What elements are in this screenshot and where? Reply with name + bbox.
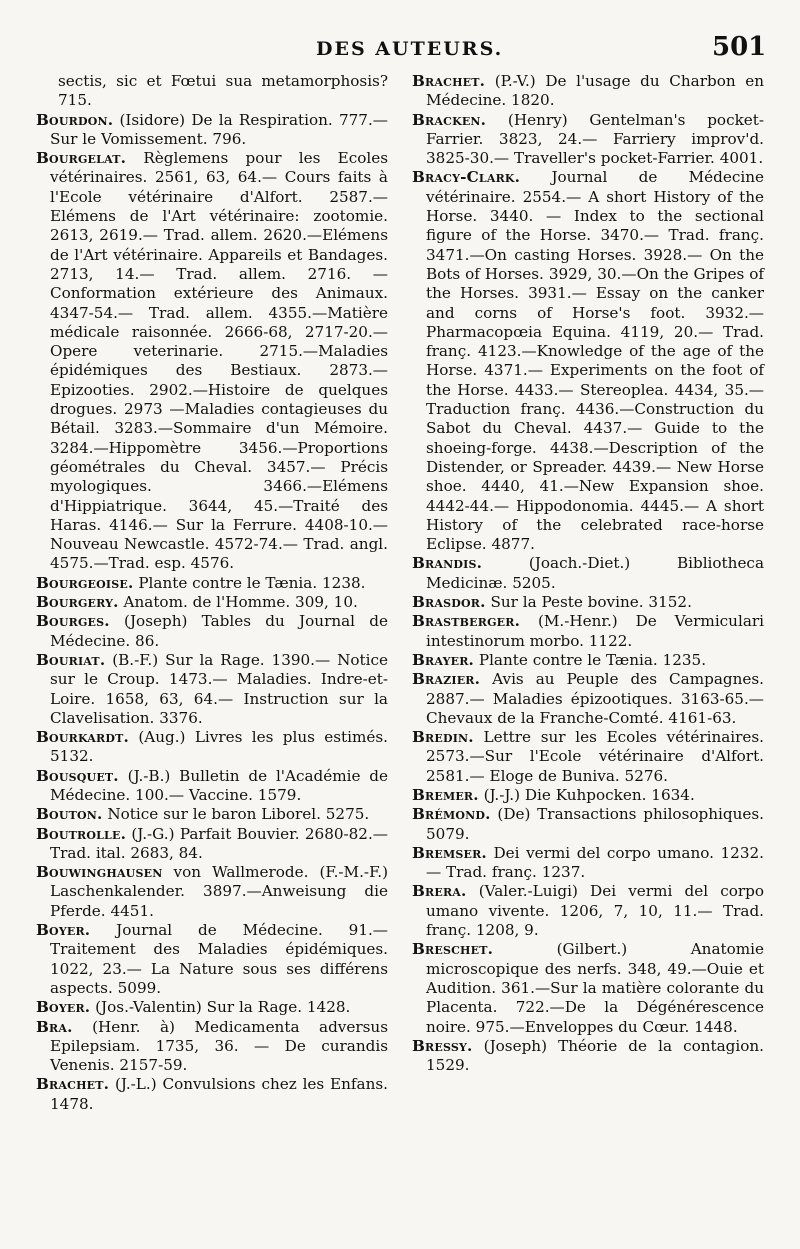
entry-text: Journal de Médecine. 91.— Traitement des Maladies épidémiques. 1022, 23.— La Nature sous ses différens aspects. 5099. <box>50 921 388 997</box>
author-name: Breschet. <box>412 940 494 959</box>
entry-text: (Henr. à) Medicamenta adversus Epilepsiam. 1735, 36. — De curandis Venenis. 2157-59. <box>50 1017 388 1075</box>
index-entry <box>58 72 388 111</box>
entry-text: Sur la Peste bovine. 3152. <box>490 593 692 612</box>
entry-text: (J.-B.) Bulletin de l'Académie de Médecine. 100.— Vaccine. 1579. <box>50 766 389 804</box>
index-entry <box>36 110 388 150</box>
index-entry <box>412 612 764 651</box>
entry-text: (Isidore) De la Respiration. 777.— Sur le Vomissement. 796. <box>50 110 388 148</box>
entry-text: (J.-L.) Convulsions chez les Enfans. 1478. <box>50 1075 388 1113</box>
author-name: Bourgeoise. <box>36 573 134 592</box>
entry-text: (Jos.-Valentin) Sur la Rage. 1428. <box>95 998 351 1017</box>
author-name: Bressy. <box>412 1036 473 1055</box>
entry-text: (Valer.-Luigi) Dei vermi del corpo umano vivente. 1206, 7, 10, 11.— Trad. franç. 1208, 9. <box>426 882 764 940</box>
index-entry <box>412 1036 764 1076</box>
running-header <box>0 30 800 70</box>
page-title: DES AUTEURS. <box>316 38 504 60</box>
author-name: Bourdon. <box>36 110 114 129</box>
entry-text: (Gilbert.) Anatomie microscopique des nerfs. 348, 49.—Ouie et Audition. 361.—Sur la matière colorante du Placenta. 722.—De la Dégénérescence noire. 975.—Enveloppes du Cœur. 1448. <box>426 940 764 1036</box>
index-entry <box>36 766 389 806</box>
index-entry <box>412 728 765 786</box>
author-name: Brandis. <box>412 554 483 573</box>
entry-text: Lettre sur les Ecoles vétérinaires. 2573.—Sur l'Ecole vétérinaire d'Alfort. 2581.— Eloge de Buniva. 5276. <box>426 728 765 785</box>
author-name: Bredin. <box>412 728 474 747</box>
index-entry <box>412 940 764 1036</box>
entry-text: (M.-Henr.) De Vermiculari intestinorum morbo. 1122. <box>426 612 764 650</box>
author-name: Bouriat. <box>36 650 106 669</box>
index-entry <box>36 921 388 998</box>
entry-text: (De) Transactions philosophiques. 5079. <box>426 805 764 843</box>
author-name: Bracy-Clark. <box>412 168 521 187</box>
entry-text: Notice sur le baron Liborel. 5275. <box>107 805 370 824</box>
author-name: Brayer. <box>412 650 475 669</box>
entry-text: von Wallmerode. (F.-M.-F.) Laschenkalender. 3897.—Anweisung die Pferde. 4451. <box>50 863 388 920</box>
index-entry <box>412 785 764 805</box>
index-entry <box>412 670 765 728</box>
entry-text: (J.-J.) Die Kuhpocken. 1634. <box>483 785 695 804</box>
entry-text: (Joseph) Tables du Journal de Médecine. 86. <box>50 612 388 650</box>
author-name: Bourgelat. <box>36 149 127 168</box>
author-name: Boyer. <box>36 998 91 1017</box>
author-name: Brachet. <box>412 72 486 90</box>
index-entry <box>36 149 388 574</box>
author-name: Brasdor. <box>412 593 486 612</box>
entry-text: Plante contre le Tænia. 1235. <box>478 650 707 669</box>
author-name: Bremer. <box>412 785 479 804</box>
entry-text: (Aug.) Livres les plus estimés. 5132. <box>50 728 389 766</box>
index-entry <box>36 805 388 824</box>
entry-text: (J.-G.) Parfait Bouvier. 2680-82.—Trad. ital. 2683, 84. <box>50 824 388 862</box>
entry-text: (Joach.-Diet.) Bibliotheca Medicinæ. 5205. <box>426 554 764 592</box>
index-entry <box>412 554 764 593</box>
entry-text: Règlemens pour les Ecoles vétérinaires. 2561, 63, 64.— Cours faits à l'Ecole vétérinaire d'Alfort. 2587.—Elémens de l'Art vétérinaire: zootomie. 2613, 2619.— Trad. allem. 2620.—Elémens de l'Art vétérinaire. Appareils et Bandages. 2713, 14.— Trad. allem. 2716. — Conformation extérieure des Animaux. 4347-54.— Trad. allem. 4355.—Matière médicale raisonnée. 2666-68, 2717-20.— Opere veterinarie. 2715.—Maladies épidémiques des Bestiaux. 2873.—Epizooties. 2902.—Histoire de quelques drogues. 2973 —Maladies contagieuses du Bétail. 3283.—Sommaire d'un Mémoire. 3284.—Hippomètre 3456.—Proportions géométrales du Cheval. 3457.— Précis myologiques. 3466.—Elémens d'Hippiatrique. 3644, 45.—Traité des Haras. 4146.— Sur la Ferrure. 4408-10.— Nouveau Newcastle. 4572-74.— Trad. angl. 4575.—Trad. esp. 4576. <box>50 149 388 573</box>
index-entry <box>412 168 765 554</box>
author-name: Bourges. <box>36 612 110 631</box>
author-name: Brémond. <box>412 805 491 824</box>
entry-text: (Joseph) Théorie de la contagion. 1529. <box>426 1036 764 1075</box>
author-name: Bourkardt. <box>36 728 129 747</box>
entry-text: (P.-V.) De l'usage du Charbon en Médecine. 1820. <box>426 72 765 110</box>
index-entry <box>36 824 388 864</box>
author-name: Brera. <box>412 882 467 901</box>
author-name: Boyer. <box>36 921 91 940</box>
author-name: Bremser. <box>412 843 487 862</box>
index-entry <box>412 650 764 670</box>
entry-text: Journal de Médecine vétérinaire. 2554.— A short History of the Horse. 3440. — Index to the sectional figure of the Horse. 3470.— Trad. franç. 3471.—On casting Horses. 3928.— On the Bots of Horses. 3929, 30.—On the Gripes of the Horses. 3931.— Essay on the canker and corns of Horse's foot. 3932.— Pharmacopœia Equina. 4119, 20.— Trad. franç. 4123.—Knowledge of the age of the Horse. 4371.— Experiments on the foot of the Horse. 4433.— Stereoplea. 4434, 35.— Traduction franç. 4436.—Construction du Sabot du Cheval. 4437.— Guide to the shoeing-forge. 4438.—Description of the Distender, or Spreader. 4439.— New Horse shoe. 4440, 41.—New Expansion shoe. 4442-44.— Hippodonomia. 4445.— A short History of the celebrated race-horse Eclipse. 4877. <box>426 168 765 554</box>
index-entry <box>36 1075 388 1114</box>
index-entry <box>36 998 388 1017</box>
entry-text: Avis au Peuple des Campagnes. 2887.— Maladies épizootiques. 3163-65.— Chevaux de la Franche-Comté. 4161-63. <box>426 670 765 727</box>
right-column <box>412 72 764 1075</box>
author-name: Bouton. <box>36 805 103 824</box>
entry-text: sectis, sic et Fœtui sua metamorphosis? 715. <box>58 72 388 110</box>
author-name: Bra. <box>36 1017 73 1036</box>
index-entry <box>36 612 388 651</box>
author-name: Boutrolle. <box>36 824 127 843</box>
entry-text: Dei vermi del corpo umano. 1232.— Trad. franç. 1237. <box>426 843 764 882</box>
author-name: Bourgery. <box>36 593 119 612</box>
index-entry <box>412 805 764 844</box>
index-entry <box>36 573 388 593</box>
index-entry <box>412 110 765 169</box>
left-column <box>36 72 388 1114</box>
author-name: Brachet. <box>36 1075 110 1094</box>
index-entry <box>412 593 764 612</box>
author-name: Bousquet. <box>36 766 119 785</box>
entry-text: (B.-F.) Sur la Rage. 1390.— Notice sur le Croup. 1473.— Maladies. Indre-et-Loire. 1658, 63, 64.— Instruction sur la Clavelisation. 3376. <box>50 650 388 727</box>
entry-text: Anatom. de l'Homme. 309, 10. <box>123 593 358 612</box>
page-number: 501 <box>712 32 767 62</box>
author-name: Bracken. <box>412 110 487 129</box>
author-name: Bouwinghausen <box>36 863 163 882</box>
index-entry <box>412 72 765 111</box>
author-name: Brazier. <box>412 670 481 689</box>
index-entry <box>36 863 388 921</box>
entry-text: Plante contre le Tænia. 1238. <box>138 573 366 592</box>
index-entry <box>36 728 389 767</box>
index-entry <box>36 650 388 728</box>
index-entry <box>36 1017 388 1076</box>
index-entry <box>36 593 388 612</box>
entry-text: (Henry) Gentelman's pocket-Farrier. 3823, 24.— Farriery improv'd. 3825-30.— Traveller's pocket-Farrier. 4001. <box>426 110 765 168</box>
index-entry <box>412 882 764 940</box>
author-name: Brastberger. <box>412 612 521 631</box>
index-entry <box>412 843 764 883</box>
